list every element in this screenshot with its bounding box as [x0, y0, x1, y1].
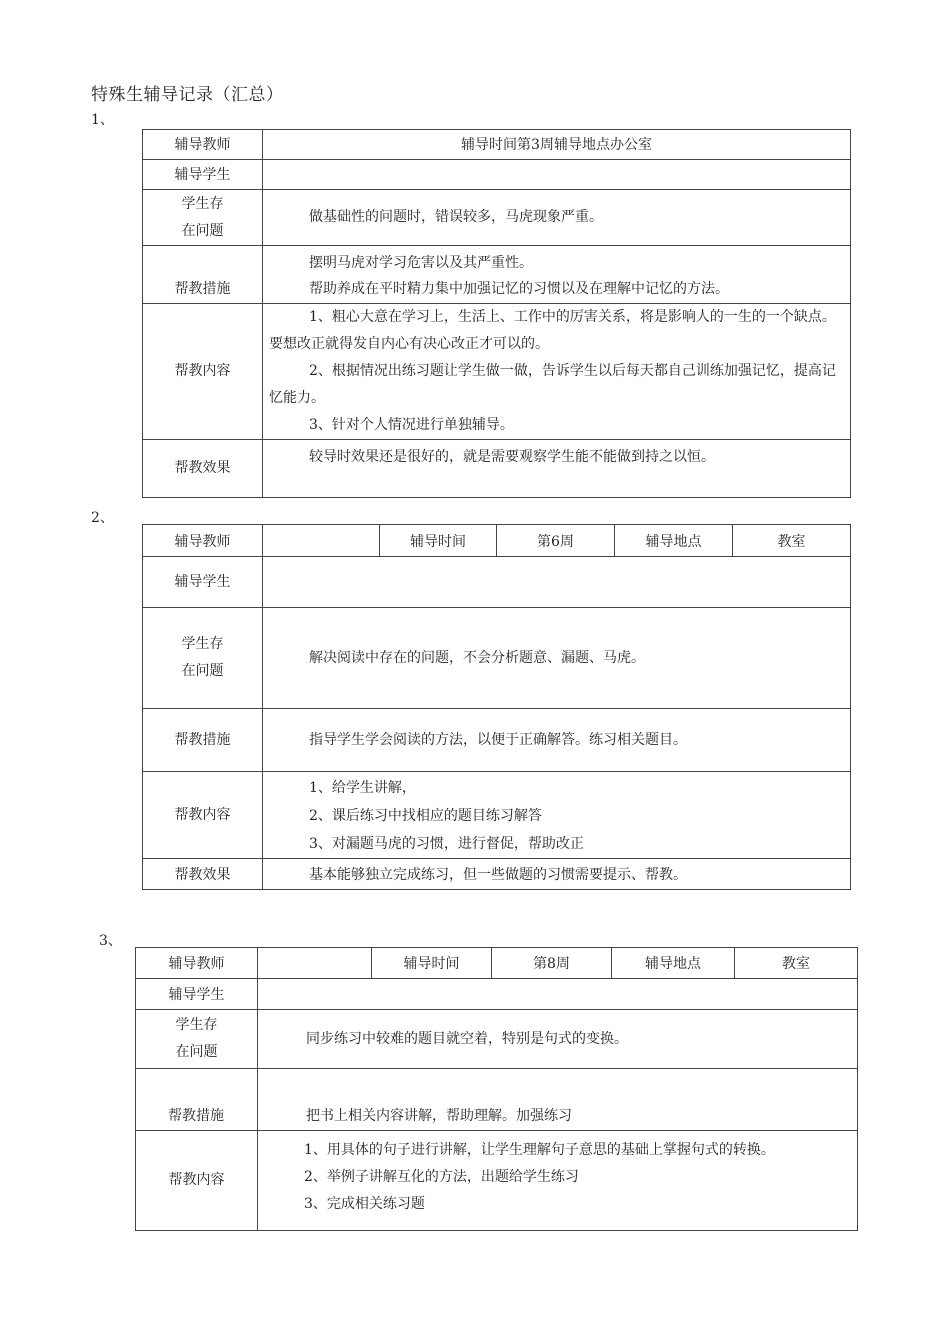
record-number-1: 1、 [91, 112, 114, 128]
student-value [263, 557, 851, 608]
problem-text: 同步练习中较难的题目就空着，特别是句式的变换。 [258, 1010, 858, 1069]
place-value: 教室 [733, 525, 851, 557]
week-value: 第6周 [497, 525, 615, 557]
teacher-value [258, 948, 372, 979]
student-label: 辅导学生 [143, 557, 263, 608]
teacher-label: 辅导教师 [143, 525, 263, 557]
content-text: 1、用具体的句子进行讲解，让学生理解句子意思的基础上掌握句式的转换。 2、举例子讲解互化的方法，出题给学生练习 3、完成相关练习题 [258, 1131, 858, 1231]
measures-label: 帮教措施 [136, 1069, 258, 1131]
place-label: 辅导地点 [615, 525, 733, 557]
header-info: 辅导时间第3周辅导地点办公室 [263, 130, 851, 160]
content-label: 帮教内容 [136, 1131, 258, 1231]
student-label: 辅导学生 [143, 160, 263, 190]
problem-label: 学生存 在问题 [143, 608, 263, 709]
time-label: 辅导时间 [380, 525, 497, 557]
problem-label: 学生存 在问题 [136, 1010, 258, 1069]
effect-label: 帮教效果 [143, 440, 263, 498]
place-value: 教室 [735, 948, 858, 979]
record-number-2: 2、 [91, 510, 114, 526]
teacher-label: 辅导教师 [143, 130, 263, 160]
measures-label: 帮教措施 [143, 246, 263, 304]
record-table-2 [142, 524, 851, 890]
measures-text: 指导学生学会阅读的方法，以便于正确解答。练习相关题目。 [263, 709, 851, 772]
problem-text: 解决阅读中存在的问题，不会分析题意、漏题、马虎。 [263, 608, 851, 709]
measures-label: 帮教措施 [143, 709, 263, 772]
time-label: 辅导时间 [372, 948, 492, 979]
record-number-3: 3、 [99, 933, 122, 949]
content-text: 1、粗心大意在学习上，生活上、工作中的厉害关系，将是影响人的一生的一个缺点。要想改正就得发自内心有决心改正才可以的。 2、根据情况出练习题让学生做一做，告诉学生以后每天都自己训练加强记忆，提高记忆能力。 3、针对个人情况进行单独辅导。 [263, 304, 851, 440]
content-label: 帮教内容 [143, 772, 263, 859]
place-label: 辅导地点 [612, 948, 735, 979]
content-text: 1、给学生讲解， 2、课后练习中找相应的题目练习解答 3、对漏题马虎的习惯，进行督促，帮助改正 [263, 772, 851, 859]
measures-text: 把书上相关内容讲解，帮助理解。加强练习 [258, 1069, 858, 1131]
effect-text: 较导时效果还是很好的，就是需要观察学生能不能做到持之以恒。 [263, 440, 851, 498]
page-title: 特殊生辅导记录（汇总） [91, 85, 284, 105]
student-value [258, 979, 858, 1010]
effect-text: 基本能够独立完成练习，但一些做题的习惯需要提示、帮教。 [263, 859, 851, 890]
record-table-3 [135, 947, 858, 1231]
student-label: 辅导学生 [136, 979, 258, 1010]
record-table-1 [142, 129, 851, 498]
problem-text: 做基础性的问题时，错误较多，马虎现象严重。 [263, 190, 851, 246]
measures-text: 摆明马虎对学习危害以及其严重性。 帮助养成在平时精力集中加强记忆的习惯以及在理解中记忆的方法。 [263, 246, 851, 304]
student-value [263, 160, 851, 190]
effect-label: 帮教效果 [143, 859, 263, 890]
teacher-value [263, 525, 380, 557]
content-label: 帮教内容 [143, 304, 263, 440]
problem-label: 学生存 在问题 [143, 190, 263, 246]
teacher-label: 辅导教师 [136, 948, 258, 979]
week-value: 第8周 [492, 948, 612, 979]
